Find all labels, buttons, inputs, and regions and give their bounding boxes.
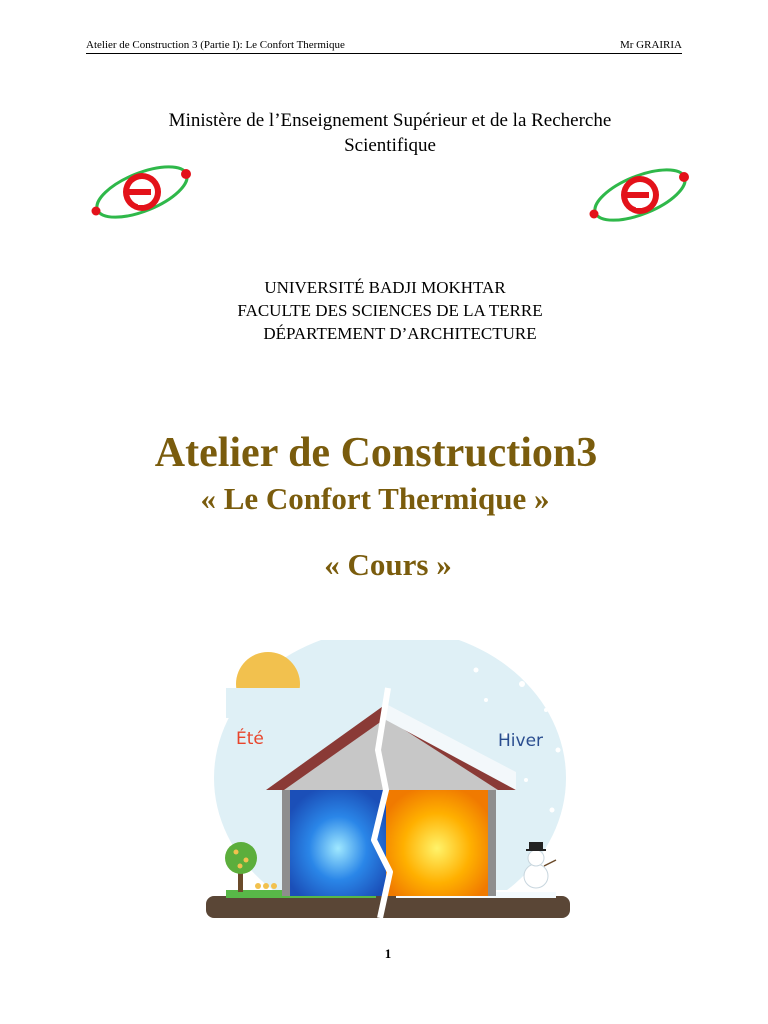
university-logo-right [588,163,692,227]
institution-block [160,276,610,345]
page-number: 1 [384,946,392,961]
faculty-name: FACULTE DES SCIENCES DE LA TERRE [237,301,543,320]
house-wall-summer [290,790,386,896]
ground [206,896,570,918]
document-subtitle: « Le Confort Thermique » [200,481,550,516]
header-author: Mr GRAIRIA [619,39,682,51]
document-type: « Cours » [324,547,452,582]
running-header [86,38,682,54]
flowers-icon [255,883,277,889]
document-title: Atelier de Construction3 [154,430,598,476]
ministry-heading [80,108,700,158]
department-name: DÉPARTEMENT D’ARCHITECTURE [263,324,537,343]
house-wall-winter [386,790,488,896]
thermal-comfort-illustration [186,640,590,928]
summer-label: Été [236,729,264,749]
winter-label: Hiver [498,731,544,751]
tree-icon [225,842,257,874]
ministry-line-2: Scientifique [344,135,436,156]
university-logo-left [90,160,194,224]
university-name: UNIVERSITÉ BADJI MOKHTAR [264,278,506,297]
header-course-title: Atelier de Construction 3 (Partie I): Le Confort Thermique [86,39,345,51]
ministry-line-1: Ministère de l’Enseignement Supérieur et de la Recherche [168,110,612,131]
